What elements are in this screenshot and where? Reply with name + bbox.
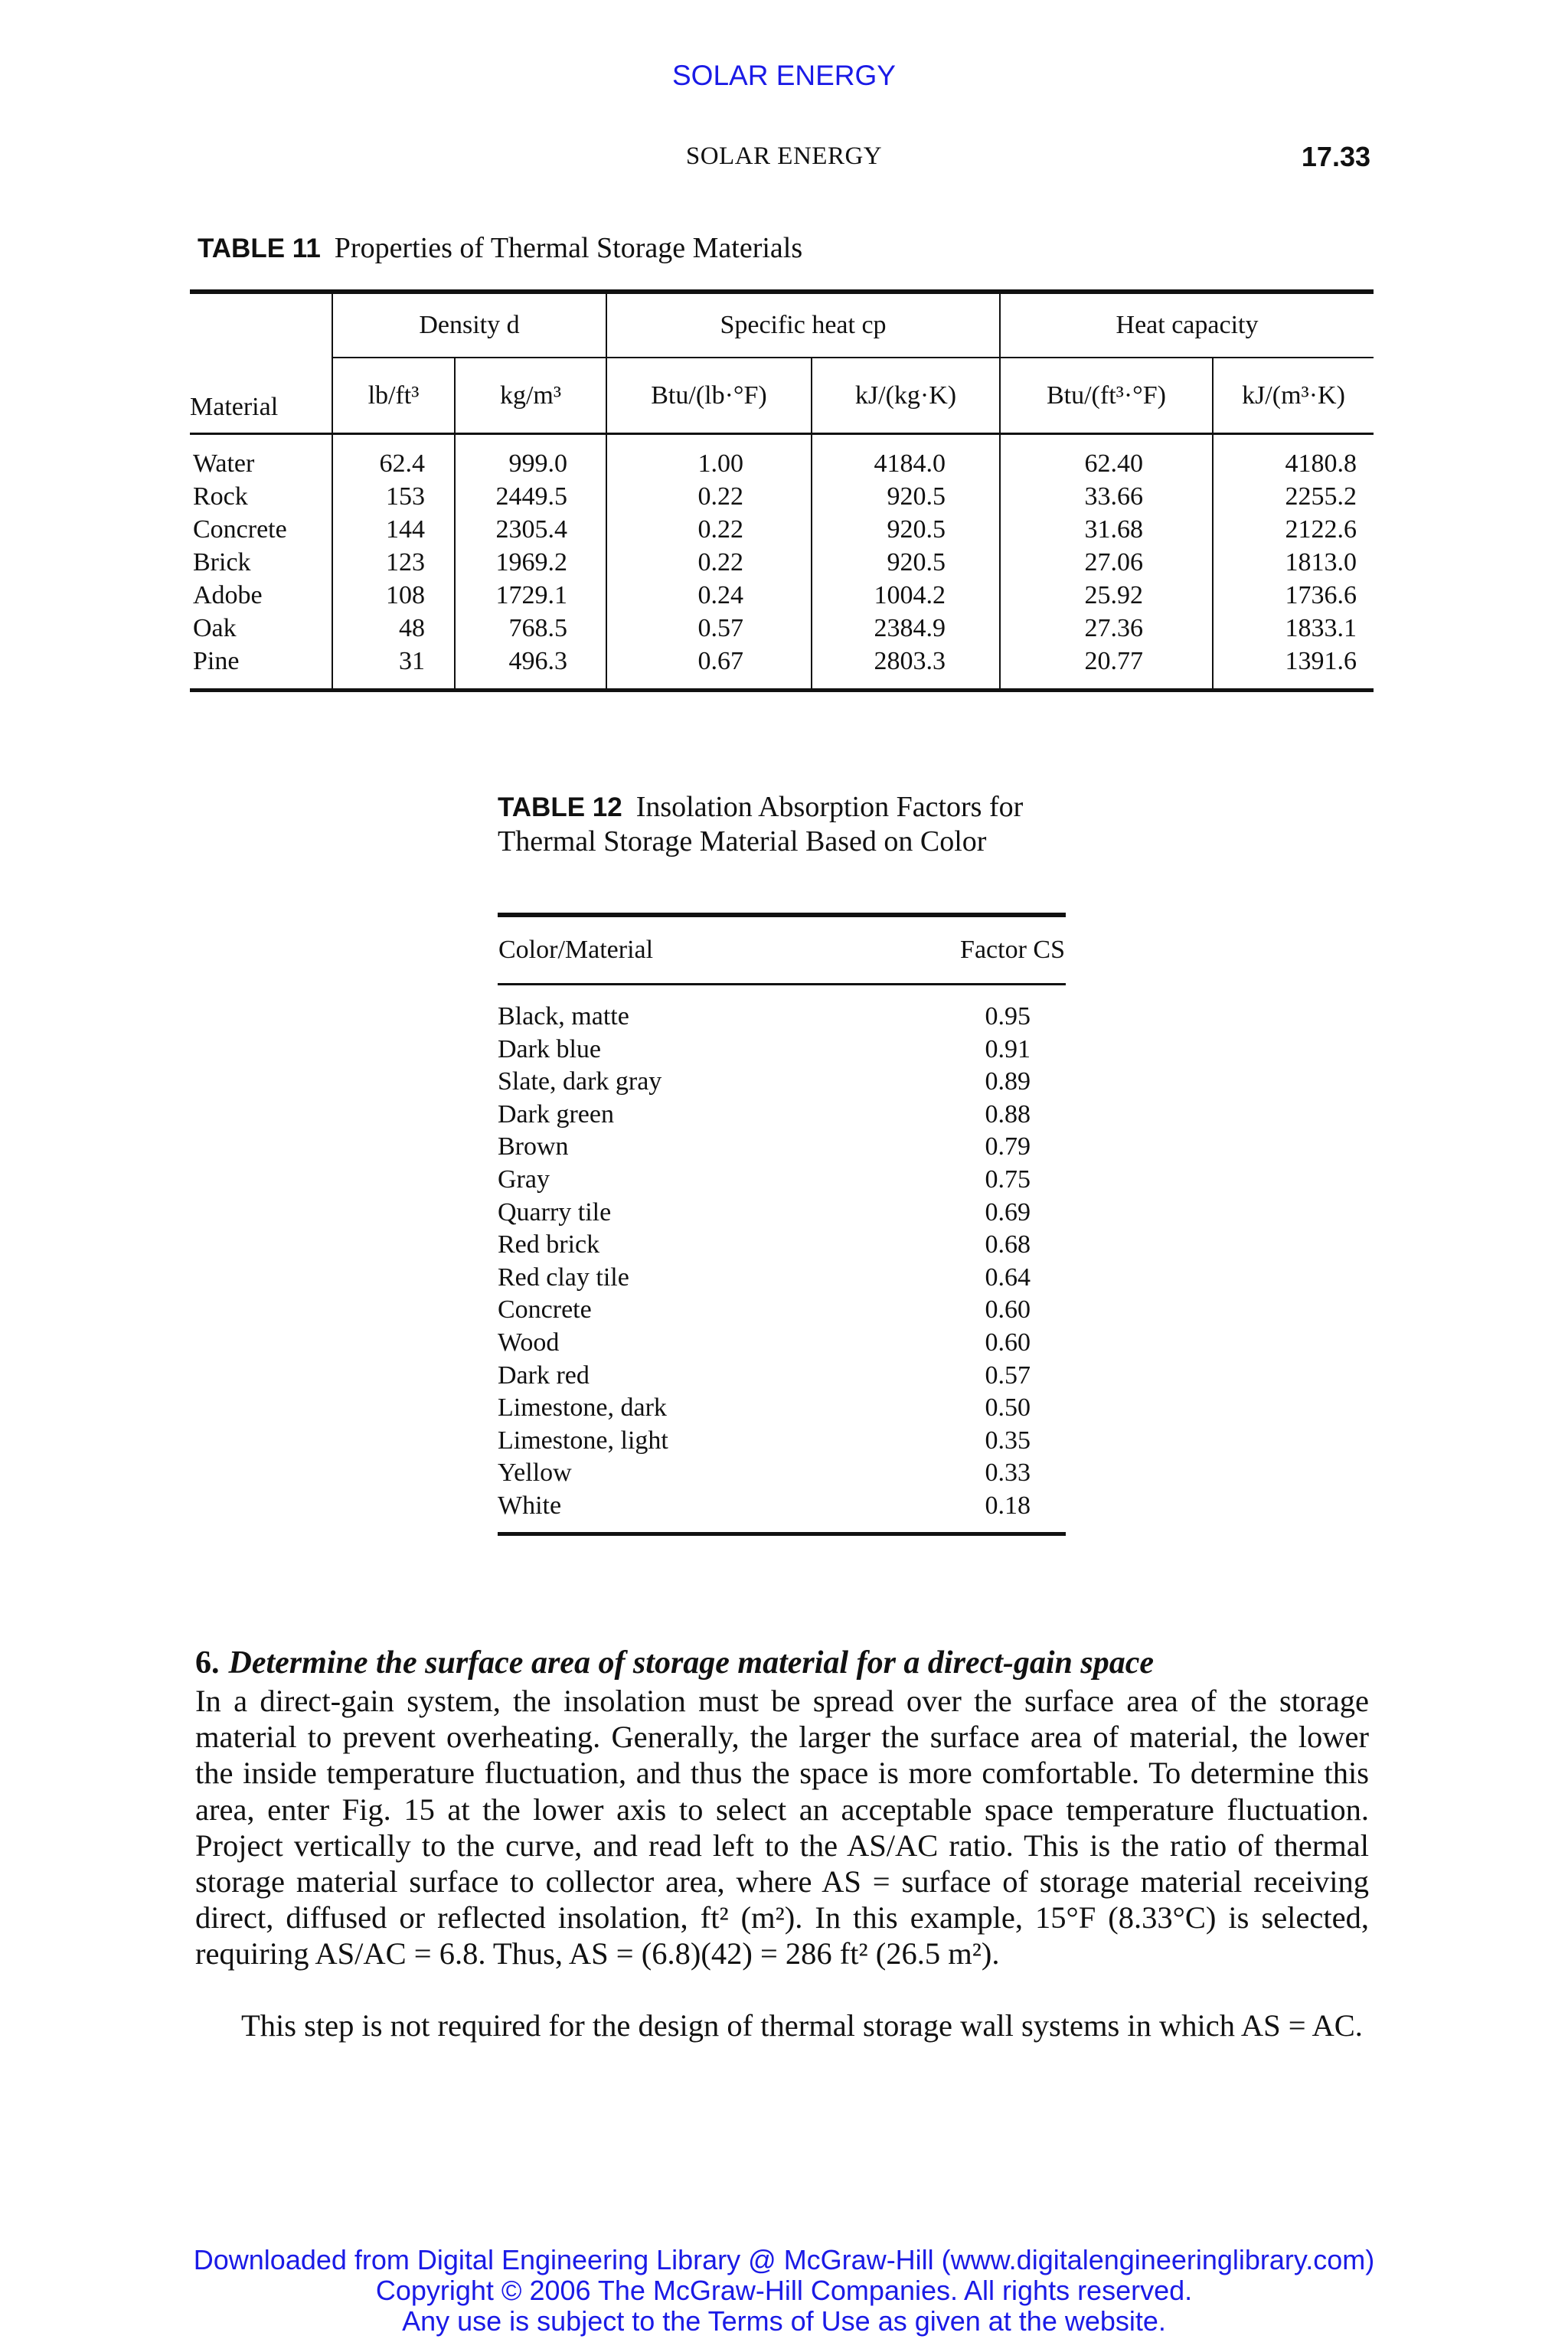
column-header-lb-ft3: lb/ft³	[332, 358, 455, 434]
table-row: Gray 0.75	[498, 1165, 1031, 1194]
step-heading	[195, 1645, 1154, 1681]
footer-line-terms: Any use is subject to the Terms of Use as given at the website.	[402, 2305, 1166, 2337]
step-number: 6.	[195, 1645, 220, 1681]
table-11-label: TABLE 11	[198, 234, 321, 263]
body-paragraph: In a direct-gain system, the insolation must be spread over the surface area of the storage material to prevent overheating. Generally, the larger the surface area of material, the lower the inside temperature fluctuation, and thus the space is more comfortable. To determine this area, enter Fig. 15 at the lower axis to select an acceptable space temperature fluctuation. Project vertically to the curve, and read left to the AS/AC ratio. This is the ratio of thermal storage material surface to collector area, where AS = surface of storage material receiving direct, diffused or reflected insolation, ft² (m²). In this example, 15°F (8.33°C) is selected, requiring AS/AC = 6.8. Thus, AS = (6.8)(42) = 286 ft² (26.5 m²).	[195, 1684, 1369, 1971]
table-row: Oak 48 768.5 0.57 2384.9 27.36 1833.1	[190, 612, 1374, 645]
table-row: Pine 31 496.3 0.67 2803.3 20.77 1391.6	[190, 645, 1374, 691]
table-12-caption	[498, 790, 1064, 859]
table-11-title: Properties of Thermal Storage Materials	[334, 232, 803, 264]
column-header-material: Material	[190, 358, 332, 434]
footer	[0, 2245, 1568, 2337]
table-row: Red clay tile 0.64	[498, 1263, 1031, 1292]
table-12-title: Insolation Absorption Factors for Thermal Storage Material Based on Color	[498, 791, 1024, 858]
table-row: Quarry tile 0.69	[498, 1197, 1031, 1227]
absorption-factors-table	[498, 913, 1066, 1536]
footer-line-library[interactable]: Downloaded from Digital Engineering Library @ McGraw-Hill (www.digitalengineeringlibrary.com)	[193, 2244, 1375, 2275]
table-row: Concrete 0.60	[498, 1295, 1031, 1325]
table-row: Black, matte 0.95	[498, 1002, 1031, 1031]
column-header-kj-kg-k: kJ/(kg·K)	[812, 358, 1000, 434]
table-row: Brick 123 1969.2 0.22 920.5 27.06 1813.0	[190, 546, 1374, 579]
page-number: 17.33	[1301, 141, 1370, 172]
table-row: Water 62.4 999.0 1.00 4184.0 62.40 4180.8	[190, 447, 1374, 480]
group-header-heat-capacity: Heat capacity	[1000, 292, 1374, 358]
table-row: Limestone, light 0.35	[498, 1426, 1031, 1455]
table-11-caption	[198, 231, 802, 266]
running-header: SOLAR ENERGY	[685, 142, 883, 170]
material-header-spacer	[190, 292, 332, 358]
table-row: Rock 153 2449.5 0.22 920.5 33.66 2255.2	[190, 480, 1374, 513]
column-header-btu-lb-f: Btu/(lb·°F)	[606, 358, 812, 434]
table-row: Dark red 0.57	[498, 1361, 1031, 1390]
table-row: Wood 0.60	[498, 1328, 1031, 1357]
table-row: Concrete 144 2305.4 0.22 920.5 31.68 2122.6	[190, 513, 1374, 546]
table-row: Limestone, dark 0.50	[498, 1393, 1031, 1423]
table-row: Brown 0.79	[498, 1132, 1031, 1161]
group-header-density: Density d	[332, 292, 606, 358]
footer-line-copyright: Copyright © 2006 The McGraw-Hill Companies. All rights reserved.	[375, 2275, 1193, 2306]
table-row: Dark green 0.88	[498, 1099, 1031, 1129]
column-header-kj-m3-k: kJ/(m³·K)	[1213, 358, 1374, 434]
column-header-btu-ft3-f: Btu/(ft³·°F)	[1000, 358, 1213, 434]
column-header-kg-m3: kg/m³	[455, 358, 606, 434]
table-12-label: TABLE 12	[498, 792, 622, 822]
group-header-specific-heat: Specific heat cp	[606, 292, 1000, 358]
table-row: Yellow 0.33	[498, 1459, 1031, 1488]
table-row: Red brick 0.68	[498, 1230, 1031, 1259]
column-header-factor: Factor CS	[896, 915, 1066, 985]
step-title: Determine the surface area of storage material for a direct-gain space	[228, 1645, 1155, 1681]
table-row: Dark blue 0.91	[498, 1034, 1031, 1063]
column-header-color-material: Color/Material	[498, 915, 896, 985]
body-paragraph: This step is not required for the design of thermal storage wall systems in which AS = AC.	[241, 2008, 1363, 2043]
table-row: Adobe 108 1729.1 0.24 1004.2 25.92 1736.6	[190, 579, 1374, 612]
top-banner: SOLAR ENERGY	[672, 60, 896, 91]
thermal-storage-properties-table	[190, 289, 1374, 692]
table-row: White 0.18	[498, 1490, 1066, 1534]
table-row: Slate, dark gray 0.89	[498, 1067, 1031, 1096]
